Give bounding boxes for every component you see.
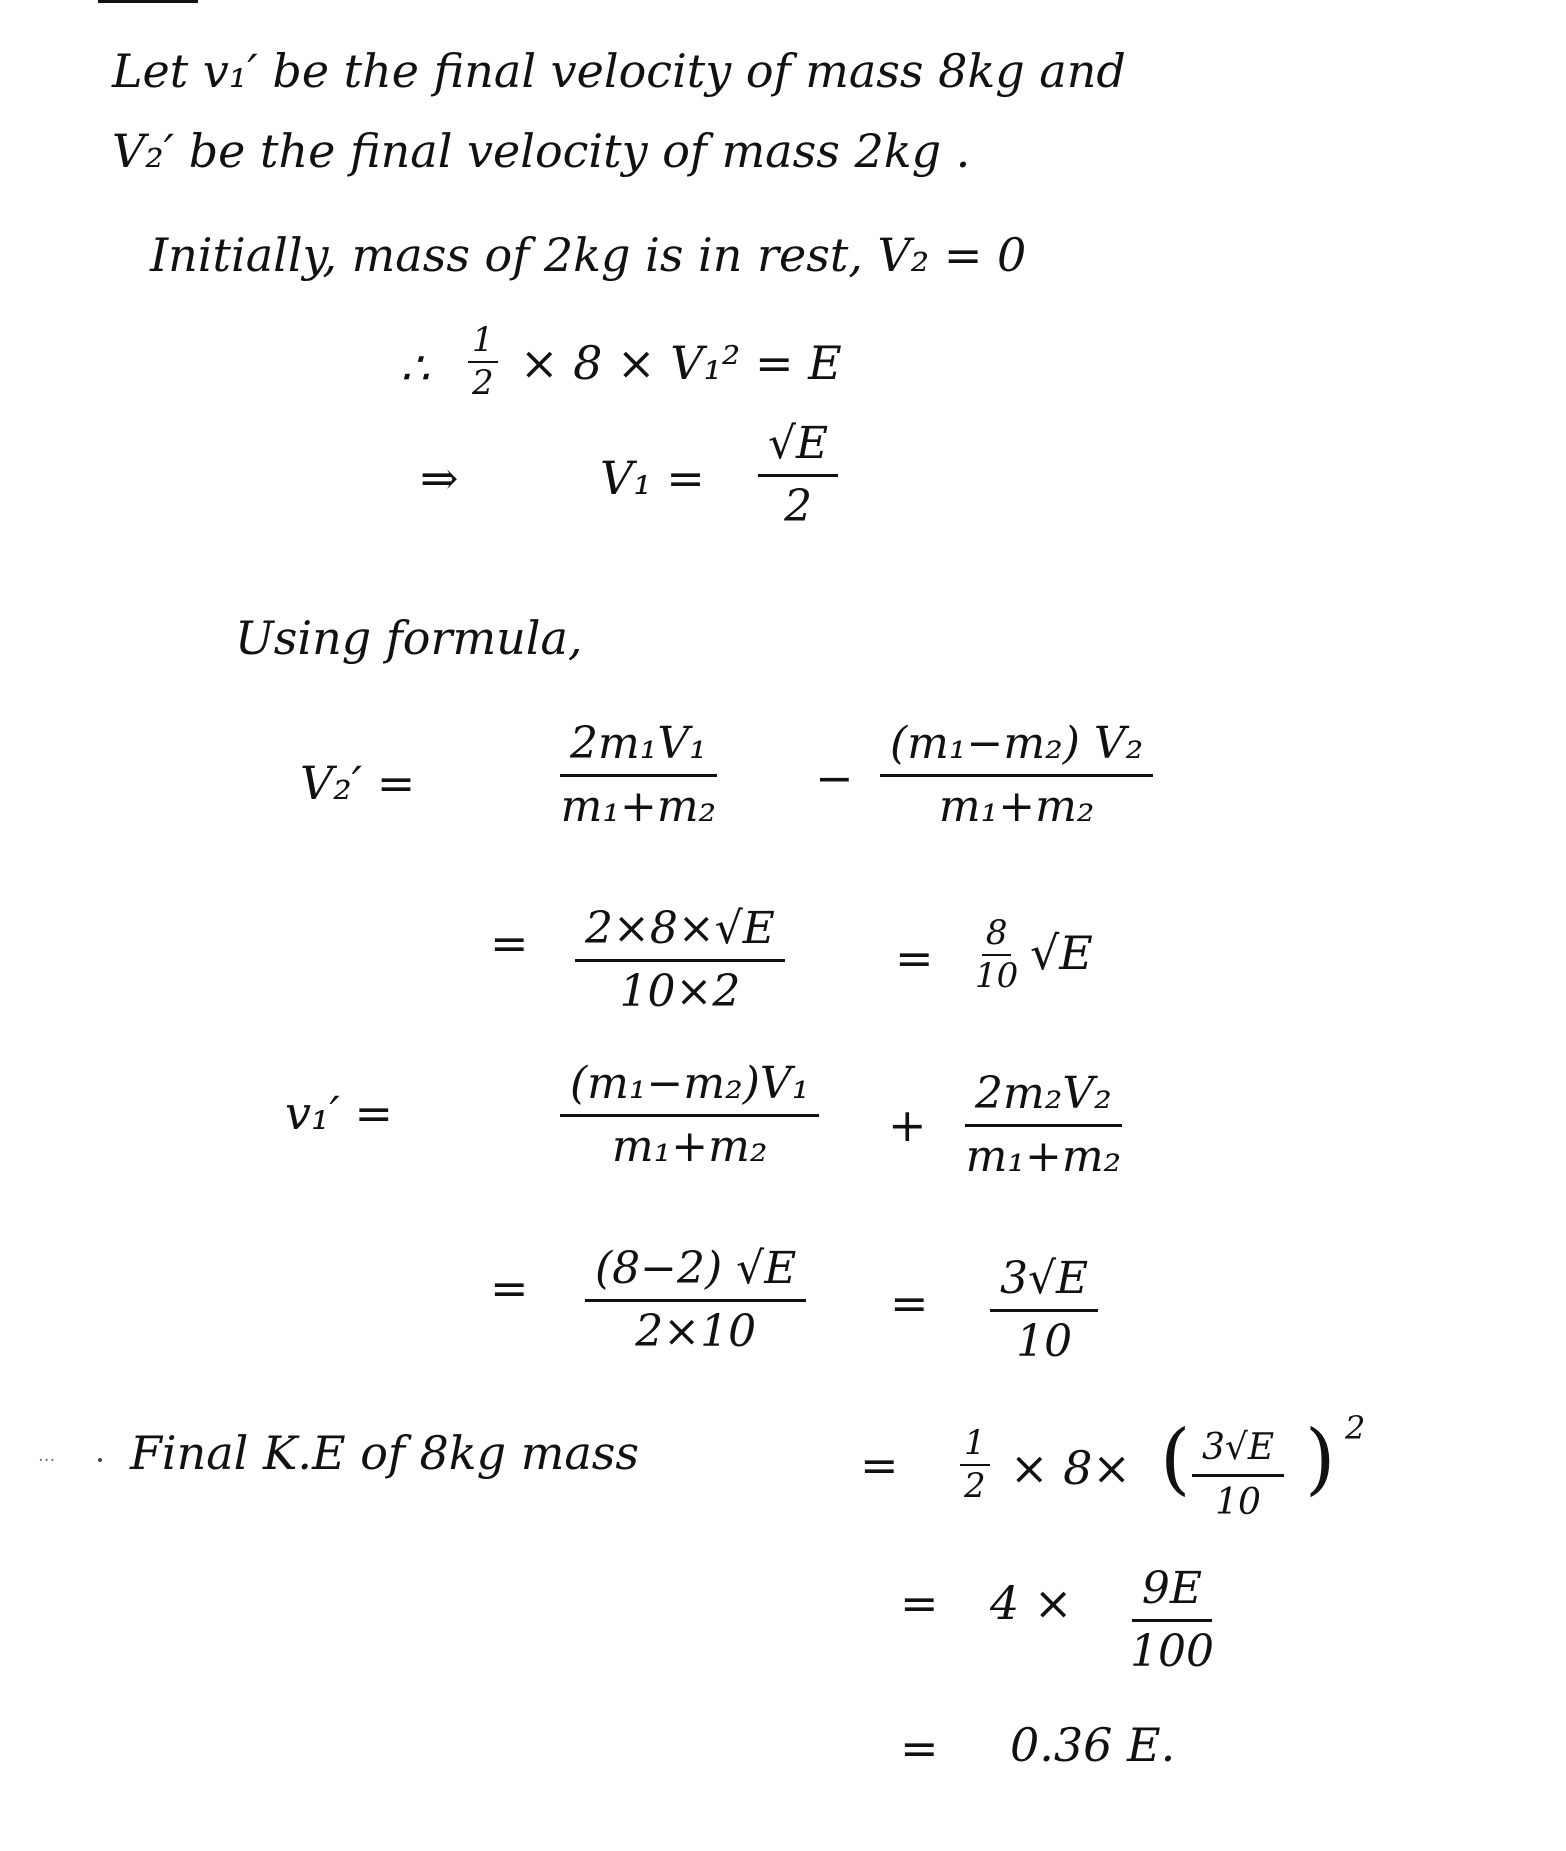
- final-paren-fraction: [1192, 1428, 1284, 1522]
- intro-line-2: V₂′ be the final velocity of mass 2kg .: [112, 124, 971, 178]
- v2-prime-term1-num: 2m₁V₁: [560, 720, 717, 777]
- v2-prime-calc-den: 10×2: [619, 966, 741, 1018]
- half-denominator: 2: [472, 363, 494, 404]
- v2-prime-term2: [880, 720, 1153, 832]
- therefore-symbol: ∴: [400, 341, 430, 395]
- final-times-eight: × 8×: [1010, 1441, 1131, 1495]
- v2-prime-result-num: 8: [982, 915, 1012, 956]
- v1-prime-calc-equals: =: [490, 1261, 529, 1315]
- ke-equation-rest: × 8 × V₁² = E: [520, 336, 842, 390]
- v1-prime-term1: [560, 1060, 819, 1172]
- v1-fraction: [758, 420, 838, 532]
- step3-equals: =: [900, 1721, 939, 1775]
- final-half-num: 1: [960, 1425, 990, 1466]
- final-paren-open: (: [1160, 1414, 1191, 1504]
- half-numerator: 1: [468, 322, 498, 363]
- intro-line-1: Let v₁′ be the final velocity of mass 8kg and: [112, 44, 1126, 98]
- v1-lhs: V₁ =: [600, 451, 705, 505]
- v1-prime-calc-fraction: [585, 1245, 806, 1357]
- v2-prime-calc-equals: =: [490, 916, 529, 970]
- v1-prime-term1-den: m₁+m₂: [611, 1121, 768, 1173]
- v2-prime-result-fraction: [975, 915, 1018, 996]
- v2-prime-lhs: V₂′ =: [300, 756, 416, 810]
- step2-equals: =: [900, 1576, 939, 1630]
- step2-den: 100: [1130, 1626, 1214, 1678]
- v1-prime-calc-den: 2×10: [635, 1306, 757, 1358]
- minus-sign: −: [815, 751, 854, 805]
- v1-prime-calc-num: (8−2) √E: [585, 1245, 806, 1302]
- top-rule-line: [98, 0, 198, 3]
- step2-fraction: [1130, 1565, 1214, 1677]
- v2-prime-calc-fraction: [575, 905, 785, 1017]
- v1-prime-term2-num: 2m₂V₂: [965, 1070, 1122, 1127]
- v2-prime-result-root: √E: [1030, 926, 1093, 980]
- final-half-den: 2: [964, 1466, 986, 1507]
- implies-symbol: ⇒: [420, 451, 459, 505]
- v2-prime-term1: [560, 720, 717, 832]
- v1-prime-term2-den: m₁+m₂: [965, 1131, 1122, 1183]
- margin-dots: ···: [38, 1450, 56, 1471]
- initial-condition-line: Initially, mass of 2kg is in rest, V₂ = 0: [150, 228, 1027, 282]
- v1-prime-result-den: 10: [1016, 1316, 1073, 1368]
- v2-prime-result-den: 10: [975, 956, 1019, 997]
- v1-prime-calc-equals-2: =: [890, 1276, 929, 1330]
- final-ke-equals: =: [860, 1438, 899, 1492]
- v1-numerator: √E: [758, 420, 838, 477]
- half-fraction-ke: [468, 322, 498, 403]
- v2-prime-calc-num: 2×8×√E: [575, 905, 785, 962]
- v2-prime-calc-equals-2: =: [895, 931, 934, 985]
- final-paren-den: 10: [1215, 1481, 1261, 1523]
- v1-prime-result-num: 3√E: [990, 1255, 1098, 1312]
- final-half-fraction: [960, 1425, 990, 1506]
- v1-denominator: 2: [784, 481, 813, 533]
- v1-prime-term2: [965, 1070, 1122, 1182]
- final-result: 0.36 E.: [1010, 1718, 1176, 1772]
- final-paren-num: 3√E: [1192, 1428, 1284, 1477]
- step2-lead: 4 ×: [990, 1576, 1073, 1630]
- step2-num: 9E: [1132, 1565, 1212, 1622]
- v2-prime-term2-num: (m₁−m₂) V₂: [880, 720, 1153, 777]
- final-paren-close: ): [1305, 1414, 1336, 1504]
- final-exponent: 2: [1345, 1409, 1366, 1447]
- v2-prime-term1-den: m₁+m₂: [560, 781, 717, 833]
- final-ke-label: Final K.E of 8kg mass: [130, 1426, 640, 1480]
- stray-dot: [98, 1458, 102, 1462]
- v1-prime-result-fraction: [990, 1255, 1098, 1367]
- using-formula-label: Using formula,: [235, 611, 583, 665]
- plus-sign: +: [888, 1098, 927, 1152]
- v2-prime-term2-den: m₁+m₂: [938, 781, 1095, 833]
- v1-prime-lhs: v₁′ =: [285, 1086, 394, 1140]
- v1-prime-term1-num: (m₁−m₂)V₁: [560, 1060, 819, 1117]
